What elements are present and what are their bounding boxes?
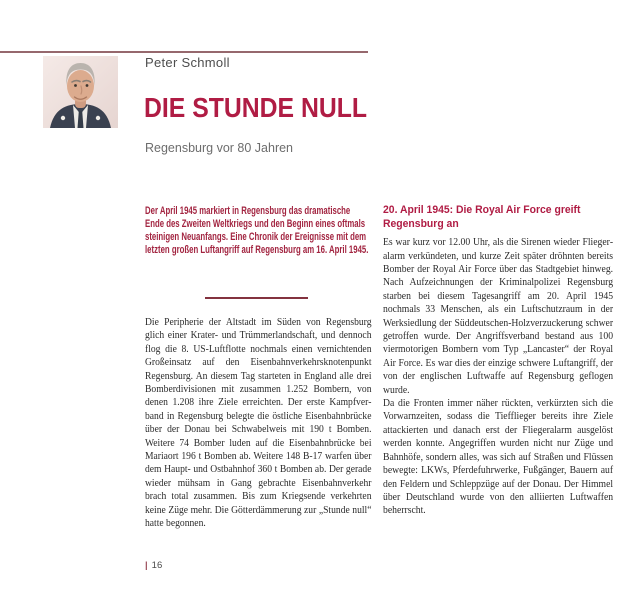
page-title: DIE STUNDE NULL (144, 92, 368, 123)
page-number (145, 560, 162, 572)
right-column (383, 204, 613, 518)
page-number-separator: | (145, 560, 148, 571)
author-name: Peter Schmoll (145, 55, 230, 70)
left-column-body: Die Peripherie der Altstadt im Süden von Regensburg glich einer Krater- und Trümmerlandschaft, und dennoch flog die 8. US-Luftflotte nochmals einen vernichtenden Großeinsatz auf den Eisenbahnverkehrsknotenpunkt Regensburg. An diesem Tag starteten in England alle drei Bomberdivisionen mit zusammen 1.252 Bombern, von denen 1.208 ihre Ziele erreichten. Der erste Kampfverband in Regensburg belegte die östliche Eisenbahnbrücke über der Donau bei Schwabelweis mit 190 t Bomben. Weitere 74 Bomber luden auf die Eisenbahnbrücke bei Mariaort 196 t Bomben ab. Weitere 148 B-17 warfen über dem Haupt- und Ostbahnhof 360 t Bomben ab. Der gerade wieder mühsam in Gang gebrachte Eisenbahnverkehr brach total zusammen. Bis zum Kriegsende verkehrten keine Züge mehr. Die Götterdämmerung zur „Stunde null“ hatte begonnen. (145, 317, 372, 530)
portrait-photo-graphic (43, 56, 118, 128)
page-subtitle: Regensburg vor 80 Jahren (145, 141, 294, 155)
page-number-value: 16 (151, 560, 163, 571)
right-column-paragraph-2: Da die Fronten immer näher rückten, verkürzten sich die Vorwarnzeiten, sodass die Tiefflieger bereits ihre Ziele attackierten und danach erst der Fliegeralarm ausgelöst werden konnte. Angegriffen wurden nicht nur Züge und Bahnhöfe, sondern alles, was sich auf Straßen und Flüssen bewegte: LKWs, Pferdefuhrwerke, Fußgänger, Bauern auf den Feldern und Schleppzüge auf der Donau. Der Himmel über Deutschland wurde von den alliierten Luftwaffen beherrscht. (383, 398, 614, 517)
section-heading: 20. April 1945: Die Royal Air Force greift Regensburg an (383, 204, 581, 230)
section-divider-rule (205, 297, 308, 299)
right-column-paragraph-1: Es war kurz vor 12.00 Uhr, als die Sirenen wieder Fliegeralarm verkündeten, und kurze Zeit später dröhnten bereits Bomber der Royal Air Force über das Stadtgebiet hinweg. Nach Aufzeichnungen der Kriminalpolizei Regensburg starben bei diesem Tagesangriff am 20. April 1945 nochmals 33 Menschen, als ein Luftschutzraum in der Werksiedlung der Süddeutschen-Holzverzuckerung schwer getroffen wurde. Der Angriffsverband bestand aus 100 viermotorigen Bombern vom Typ „Lancaster“ der Royal Air Force. Es war dies der einzige schwere Luftangriff, der von der englischen Luftwaffe auf Regensburg geflogen wurde. (383, 237, 614, 396)
top-rule (0, 51, 368, 53)
intro-paragraph: Der April 1945 markiert in Regensburg das dramatische Ende des Zweiten Weltkriegs und den Beginn eines oftmals steinigen Neuanfangs. Eine Chronik der Ereignisse mit dem letzten großen Luftangriff auf Regensburg am 16. April 1945. (145, 205, 369, 256)
author-photo (43, 56, 118, 128)
